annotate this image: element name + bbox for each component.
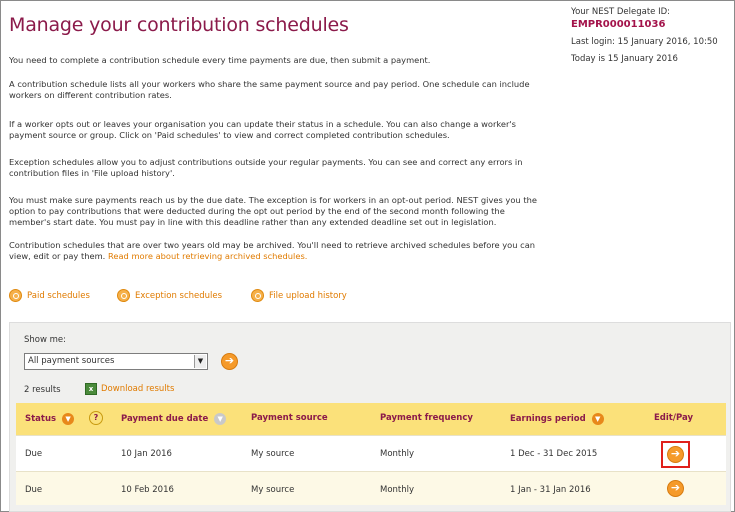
payment-source-value: All payment sources — [28, 356, 115, 366]
row-payment-source: My source — [251, 485, 295, 495]
intro-paragraph-2: A contribution schedule lists all your workers who share the same payment source and pay period. One schedule can include workers on different contribution rates. — [9, 79, 530, 100]
search-icon — [117, 289, 130, 302]
column-edit-pay — [654, 413, 693, 423]
intro-paragraph-4: Exception schedules allow you to adjust contributions outside your regular payments. You can see and correct any errors in contribution files in 'File upload history'. — [9, 157, 523, 178]
row-due-date: 10 Feb 2016 — [121, 485, 174, 495]
column-status-label: Status — [25, 414, 57, 424]
sort-down-icon[interactable]: ▼ — [592, 413, 604, 425]
table-header — [16, 403, 726, 435]
spreadsheet-icon: x — [85, 383, 97, 395]
intro-paragraph-5: You must make sure payments reach us by the due date. The exception is for workers in an opt-out period. NEST gives you the option to pay contributions that were deducted during the opt out period by the end of the second month following the member's start date. You must pay in line with this deadline rather than any extended deadline set out in legislation. — [9, 195, 537, 227]
row-due-date: 10 Jan 2016 — [121, 449, 172, 459]
column-earnings-period-label: Earnings period — [510, 414, 586, 424]
column-payment-frequency-label: Payment frequency — [380, 413, 473, 423]
file-upload-history-link[interactable] — [251, 289, 347, 302]
edit-pay-button[interactable] — [667, 446, 684, 463]
account-info — [571, 7, 718, 65]
row-frequency: Monthly — [380, 449, 415, 459]
column-due-date-label: Payment due date — [121, 414, 209, 424]
delegate-label: Your NEST Delegate ID: — [571, 7, 671, 17]
search-icon — [251, 289, 264, 302]
filter-go-button[interactable] — [221, 353, 238, 370]
search-icon — [9, 289, 22, 302]
delegate-id: EMPR000011036 — [571, 19, 666, 30]
paid-schedules-label: Paid schedules — [27, 290, 90, 301]
row-earnings-period: 1 Dec - 31 Dec 2015 — [510, 449, 598, 459]
arrow-right-icon: ➔ — [670, 447, 681, 460]
file-upload-history-label: File upload history — [269, 290, 347, 301]
arrow-right-icon: ➔ — [224, 354, 235, 367]
column-due-date[interactable] — [121, 413, 226, 425]
table-row — [16, 471, 726, 505]
page-title: Manage your contribution schedules — [9, 14, 349, 36]
arrow-right-icon: ➔ — [670, 481, 681, 494]
intro-paragraph-3: If a worker opts out or leaves your organisation you can update their status in a schedule. You can also change a worker's payment source or group. Click on 'Paid schedules' to view and correct completed contribution schedules. — [9, 119, 516, 140]
download-results-label: Download results — [101, 384, 175, 394]
results-count: 2 results — [24, 385, 61, 395]
column-earnings-period[interactable] — [510, 413, 604, 425]
intro-paragraph-1: You need to complete a contribution schedule every time payments are due, then submit a payment. — [9, 55, 431, 65]
archive-text: Contribution schedules that are over two years old may be archived. You'll need to retrieve archived schedules before you can view, edit or pay them. — [9, 240, 536, 261]
column-edit-pay-label: Edit/Pay — [654, 413, 693, 423]
schedules-table — [16, 403, 726, 505]
intro-paragraph-6 — [9, 240, 539, 262]
row-payment-source: My source — [251, 449, 295, 459]
table-row — [16, 435, 726, 471]
row-status: Due — [25, 449, 43, 459]
exception-schedules-label: Exception schedules — [135, 290, 223, 301]
sort-down-icon[interactable]: ▼ — [214, 413, 226, 425]
row-earnings-period: 1 Jan - 31 Jan 2016 — [510, 485, 591, 495]
archive-link[interactable]: Read more about retrieving archived schedules. — [107, 251, 308, 261]
chevron-down-icon[interactable]: ▼ — [194, 355, 206, 368]
schedules-panel — [9, 322, 731, 512]
column-payment-frequency — [380, 413, 473, 423]
exception-schedules-link[interactable] — [117, 289, 222, 302]
download-results-link[interactable] — [85, 383, 174, 395]
row-status: Due — [25, 485, 43, 495]
column-payment-source-label: Payment source — [251, 413, 328, 423]
paid-schedules-link[interactable] — [9, 289, 90, 302]
edit-pay-button[interactable] — [667, 480, 684, 497]
row-frequency: Monthly — [380, 485, 415, 495]
today-date: Today is 15 January 2016 — [571, 54, 678, 64]
filter-label: Show me: — [24, 335, 67, 345]
sort-down-icon[interactable]: ▼ — [62, 413, 74, 425]
last-login: Last login: 15 January 2016, 10:50 — [571, 37, 718, 47]
column-status[interactable] — [25, 413, 74, 425]
help-icon[interactable]: ? — [89, 411, 103, 425]
column-payment-source — [251, 413, 328, 423]
payment-source-select[interactable] — [24, 353, 208, 370]
